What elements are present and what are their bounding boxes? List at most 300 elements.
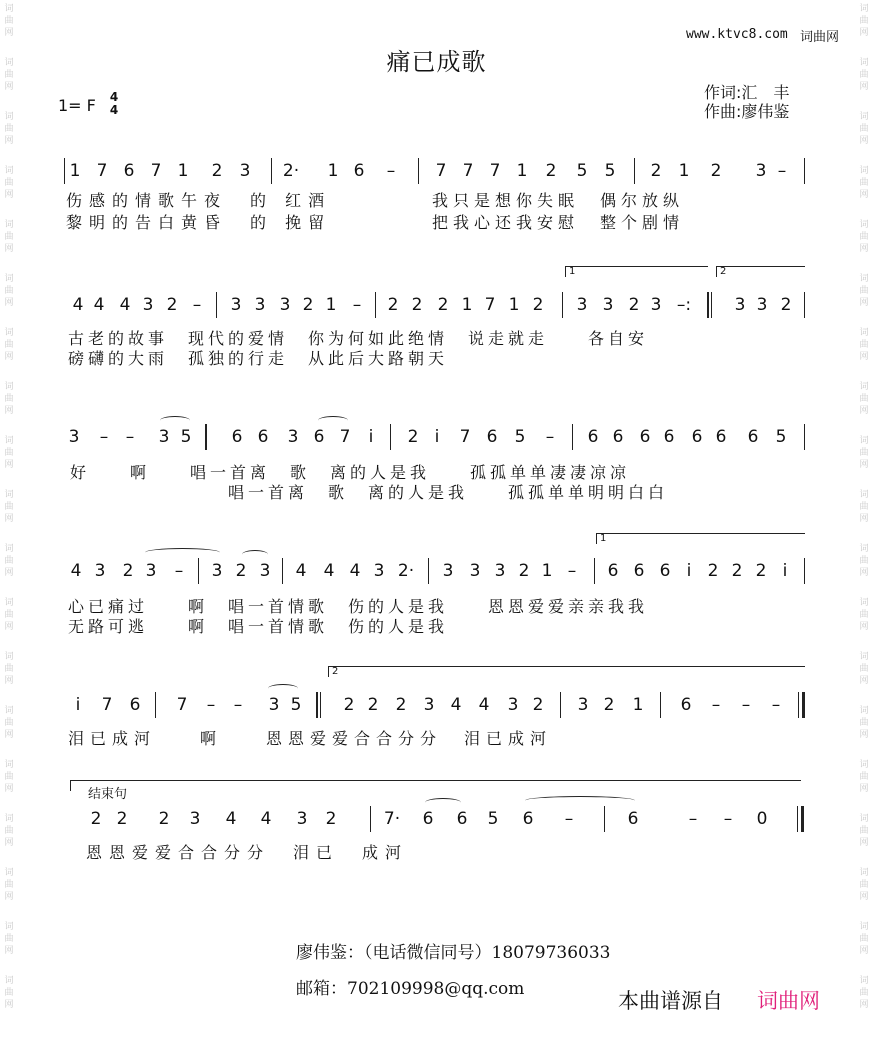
notes-row-5 [0,694,873,718]
barline [560,692,561,718]
watermark-char: 网 [859,730,869,740]
score-row-4 [0,560,873,640]
composer-credit: 作曲:廖伟鉴 [704,102,790,121]
watermark-char: 词 [4,328,14,338]
lyrics-verse2: 磅礴的大雨 孤独的行走 从此后大路朝天 [68,349,449,368]
note: 1 [325,295,337,315]
note: 7 [176,695,188,715]
note: 2 [710,161,722,181]
note: 2 [411,295,423,315]
watermark-char: 网 [4,298,14,308]
watermark-char: 曲 [859,70,869,80]
note: 1 [516,161,528,181]
lyrics-verse1: 恩恩爱爱合合分分 泪已 成河 [86,843,409,862]
barline [370,806,371,832]
note: 3 [254,295,266,315]
watermark-char: 曲 [4,934,14,944]
lyrics-verse2-a: 黎明的告白黄昏 的 挽留 [66,213,332,232]
barline [316,692,318,718]
note: 2 [545,161,557,181]
barline [707,292,709,318]
note: 2 [166,295,178,315]
note: 2 [603,695,615,715]
note: 2 [387,295,399,315]
watermark-char: 曲 [859,988,869,998]
note: 5 [775,427,787,447]
watermark-char: 词 [859,328,869,338]
source-label: 本曲谱源自 [618,989,723,1013]
watermark-char: 曲 [859,502,869,512]
score-row-3 [0,426,873,506]
key-signature: 1= F [58,96,96,115]
barline [604,806,605,832]
watermark-char: 网 [4,892,14,902]
watermark-char: 网 [859,136,869,146]
note: 3 [296,809,308,829]
watermark-char: 曲 [859,16,869,26]
watermark-char: 网 [4,352,14,362]
score-row-6 [0,808,873,868]
watermark-char: 网 [4,82,14,92]
note: 3 [279,295,291,315]
watermark-char: 曲 [4,718,14,728]
barline [390,424,391,450]
watermark-char: 词 [859,976,869,986]
watermark-char: 网 [4,1000,14,1010]
watermark-char: 网 [4,406,14,416]
barline [660,692,661,718]
barline [804,558,805,584]
watermark-char: 网 [4,838,14,848]
watermark-char: 词 [859,652,869,662]
notes-row-4 [0,560,873,584]
note: 5 [487,809,499,829]
watermark-char: 网 [4,622,14,632]
watermark-char: 曲 [859,448,869,458]
note: 1 [177,161,189,181]
note: – [192,295,202,315]
volta-2: 2 [328,666,805,677]
watermark-char: 网 [859,622,869,632]
note: 6 [691,427,703,447]
note: 2 [780,295,792,315]
barline [375,292,376,318]
note: 3 [145,561,157,581]
note: 1 [632,695,644,715]
note: 1 [678,161,690,181]
note: –: [676,295,692,315]
watermark-char: 曲 [4,394,14,404]
watermark-char: 词 [4,544,14,554]
watermark-char: 曲 [859,718,869,728]
note: 2 [158,809,170,829]
watermark-char: 网 [4,190,14,200]
note: – [711,695,721,715]
watermark-char: 曲 [4,772,14,782]
note: 2 [407,427,419,447]
watermark-char: 网 [859,460,869,470]
note: 3 [94,561,106,581]
note: 3 [230,295,242,315]
watermark-char: 曲 [4,232,14,242]
note: 5 [576,161,588,181]
slur [525,796,635,805]
note: 1 [461,295,473,315]
source-site-name[interactable]: 词曲网 [757,989,820,1013]
note: – [723,809,733,829]
notes-row-2 [0,294,873,318]
note: i [686,561,692,581]
note: – [206,695,216,715]
final-barline [802,692,805,718]
watermark-char: 曲 [859,556,869,566]
note: – [386,161,396,181]
watermark-char: 词 [4,274,14,284]
watermark-char: 词 [859,544,869,554]
note: 6 [680,695,692,715]
note: – [741,695,751,715]
note: 6 [486,427,498,447]
note: 6 [633,561,645,581]
watermark-char: 词 [4,166,14,176]
time-bottom: 4 [109,103,119,117]
note: 6 [747,427,759,447]
lyrics-verse1: 心已痛过 啊 唱一首情歌 伤的人是我 恩恩爱爱亲亲我我 [68,597,649,616]
note: 5 [514,427,526,447]
lyrics-verse1: 泪已成河 啊 恩恩爱爱合合分分 泪已成河 [68,729,553,748]
watermark-char: 词 [4,652,14,662]
watermark-char: 词 [4,922,14,932]
watermark-char: 曲 [859,232,869,242]
watermark-char: 曲 [4,664,14,674]
note: 3 [373,561,385,581]
note: i [368,427,374,447]
note: 2 [395,695,407,715]
barline [205,424,207,450]
note: 7 [462,161,474,181]
note: 4 [260,809,272,829]
watermark-char: 曲 [859,826,869,836]
watermark-char: 网 [859,298,869,308]
note: 3 [577,695,589,715]
note: 6 [659,561,671,581]
note: 3 [268,695,280,715]
watermark-char: 曲 [4,826,14,836]
note: 3 [158,427,170,447]
watermark-char: 曲 [859,124,869,134]
watermark-char: 曲 [4,286,14,296]
note: – [777,161,787,181]
watermark-char: 网 [859,28,869,38]
watermark-char: 曲 [859,394,869,404]
score-row-2 [0,294,873,374]
barline [594,558,595,584]
watermark-char: 词 [859,382,869,392]
watermark-char: 网 [4,730,14,740]
note: 2 [707,561,719,581]
barline [216,292,217,318]
note: 2 [235,561,247,581]
watermark-char: 词 [4,382,14,392]
barline [562,292,563,318]
watermark-char: 网 [4,676,14,686]
note: 2 [755,561,767,581]
watermark-char: 词 [4,4,14,14]
note: 2· [397,561,415,581]
barline [804,424,805,450]
watermark-char: 词 [859,274,869,284]
watermark-char: 词 [4,706,14,716]
barline [198,558,199,584]
site-url[interactable]: www.ktvc8.com [686,27,788,42]
watermark-char: 网 [859,1000,869,1010]
note: – [125,427,135,447]
barline [797,806,798,832]
barline [282,558,283,584]
watermark-char: 词 [859,922,869,932]
watermark-char: 曲 [4,70,14,80]
slur [268,684,298,693]
note: 3 [602,295,614,315]
watermark-char: 词 [859,490,869,500]
barline [572,424,573,450]
note: 3 [142,295,154,315]
note: 6 [313,427,325,447]
watermark-strip-right [857,0,871,1042]
note: 4 [93,295,105,315]
slur [242,550,268,559]
note: 7 [339,427,351,447]
barline [804,292,805,318]
watermark-char: 词 [859,112,869,122]
watermark-char: 词 [4,436,14,446]
note: 2 [302,295,314,315]
note: 1 [541,561,553,581]
watermark-char: 曲 [859,772,869,782]
note: 4 [225,809,237,829]
watermark-char: 网 [859,352,869,362]
note: 7 [489,161,501,181]
composer-contact: 廖伟鉴：（电话微信同号）18079736033 [296,943,611,963]
note: 6 [639,427,651,447]
note: i [75,695,81,715]
lyrics-verse1-b: 我只是想你失眠 偶尔放纵 [432,191,685,210]
note: – [174,561,184,581]
lyrics-verse1: 古老的故事 现代的爱情 你为何如此绝情 说走就走 各自安 [68,329,649,348]
volta-1: 1 [596,533,805,544]
note: 7 [101,695,113,715]
barline [711,292,712,318]
watermark-char: 网 [859,838,869,848]
slur [318,416,348,425]
note: 6 [607,561,619,581]
note: – [545,427,555,447]
watermark-char: 网 [859,676,869,686]
note: – [567,561,577,581]
watermark-char: 词 [859,436,869,446]
barline [428,558,429,584]
watermark-char: 网 [4,244,14,254]
note: 6 [353,161,365,181]
slur [425,798,461,807]
note: 6 [123,161,135,181]
note: – [771,695,781,715]
watermark-char: 网 [859,244,869,254]
barline [271,158,272,184]
note: 1 [508,295,520,315]
watermark-char: 曲 [4,16,14,26]
note: 3 [756,295,768,315]
watermark-char: 网 [859,568,869,578]
slur [160,416,190,425]
watermark-char: 词 [4,868,14,878]
watermark-char: 曲 [859,286,869,296]
lyrics-verse2: 无路可逃 啊 唱一首情歌 伤的人是我 [68,617,449,636]
note: 3 [211,561,223,581]
note: 4 [295,561,307,581]
note: 6 [257,427,269,447]
note: 6 [231,427,243,447]
note: i [782,561,788,581]
barline [64,158,65,184]
note: 2 [518,561,530,581]
watermark-char: 曲 [4,556,14,566]
watermark-char: 曲 [859,664,869,674]
watermark-char: 曲 [4,988,14,998]
note: 7 [150,161,162,181]
note: 3 [189,809,201,829]
volta-2: 2 [716,266,805,277]
note: 6 [422,809,434,829]
note: 6 [663,427,675,447]
watermark-char: 曲 [859,934,869,944]
watermark-char: 曲 [4,610,14,620]
note: 6 [627,809,639,829]
note: 3 [259,561,271,581]
note: 1 [327,161,339,181]
note: 6 [612,427,624,447]
note: 6 [522,809,534,829]
watermark-char: 曲 [4,340,14,350]
watermark-char: 词 [859,58,869,68]
note: – [99,427,109,447]
lyrics-verse2-b: 把我心还我安慰 整个剧情 [432,213,685,232]
composer-email[interactable]: 邮箱：702109998@qq.com [296,979,525,999]
note: 6 [715,427,727,447]
note: – [352,295,362,315]
watermark-char: 曲 [859,610,869,620]
watermark-char: 曲 [4,502,14,512]
note: 7 [435,161,447,181]
watermark-char: 网 [859,82,869,92]
note: 4 [119,295,131,315]
note: 5 [290,695,302,715]
note: 2 [211,161,223,181]
barline [634,158,635,184]
note: 3 [423,695,435,715]
watermark-char: 词 [4,598,14,608]
watermark-char: 网 [4,136,14,146]
watermark-char: 词 [859,814,869,824]
watermark-char: 曲 [4,124,14,134]
lyrics-verse2: 唱一首离 歌 离的人是我 孤孤单单明明白白 [228,483,669,502]
barline [804,158,805,184]
watermark-char: 网 [4,946,14,956]
watermark-char: 词 [859,706,869,716]
watermark-char: 词 [859,166,869,176]
watermark-char: 网 [859,406,869,416]
note: 2 [343,695,355,715]
note: 7 [96,161,108,181]
notes-row-3 [0,426,873,450]
note: 4 [70,561,82,581]
watermark-char: 网 [4,460,14,470]
volta-1: 1 [565,266,708,277]
lyrics-verse1-a: 伤感的情歌午夜 的 红酒 [66,191,332,210]
note: 2 [367,695,379,715]
note: 2 [116,809,128,829]
notes-row-6 [0,808,873,832]
watermark-char: 词 [859,4,869,14]
note: 2 [532,295,544,315]
time-top: 4 [109,90,119,104]
note: 0 [756,809,768,829]
note: 7 [459,427,471,447]
slur [145,548,220,557]
note: 3 [469,561,481,581]
watermark-char: 网 [859,190,869,200]
watermark-char: 网 [4,568,14,578]
song-title: 痛已成歌 [386,48,487,76]
barline [418,158,419,184]
watermark-char: 网 [4,28,14,38]
watermark-char: 网 [859,946,869,956]
site-name[interactable]: 词曲网 [800,30,840,45]
barline [155,692,156,718]
watermark-char: 网 [4,514,14,524]
note: 2 [437,295,449,315]
watermark-char: 网 [4,784,14,794]
watermark-char: 词 [4,490,14,500]
watermark-char: 词 [859,220,869,230]
note: i [434,427,440,447]
watermark-char: 词 [859,760,869,770]
note: 3 [650,295,662,315]
note: 3 [239,161,251,181]
score-row-5 [0,694,873,754]
score-row-1 [0,160,873,240]
watermark-char: 曲 [4,448,14,458]
time-signature [107,91,121,117]
watermark-char: 曲 [4,880,14,890]
watermark-char: 词 [4,220,14,230]
watermark-char: 词 [859,598,869,608]
watermark-char: 曲 [859,880,869,890]
watermark-char: 词 [4,814,14,824]
note: 2 [325,809,337,829]
note: – [564,809,574,829]
watermark-char: 网 [859,514,869,524]
watermark-char: 词 [859,868,869,878]
note: 6 [129,695,141,715]
note: 2 [628,295,640,315]
note: – [233,695,243,715]
note: 1 [69,161,81,181]
note: 4 [323,561,335,581]
note: 3 [507,695,519,715]
watermark-char: 词 [4,760,14,770]
barline [320,692,321,718]
